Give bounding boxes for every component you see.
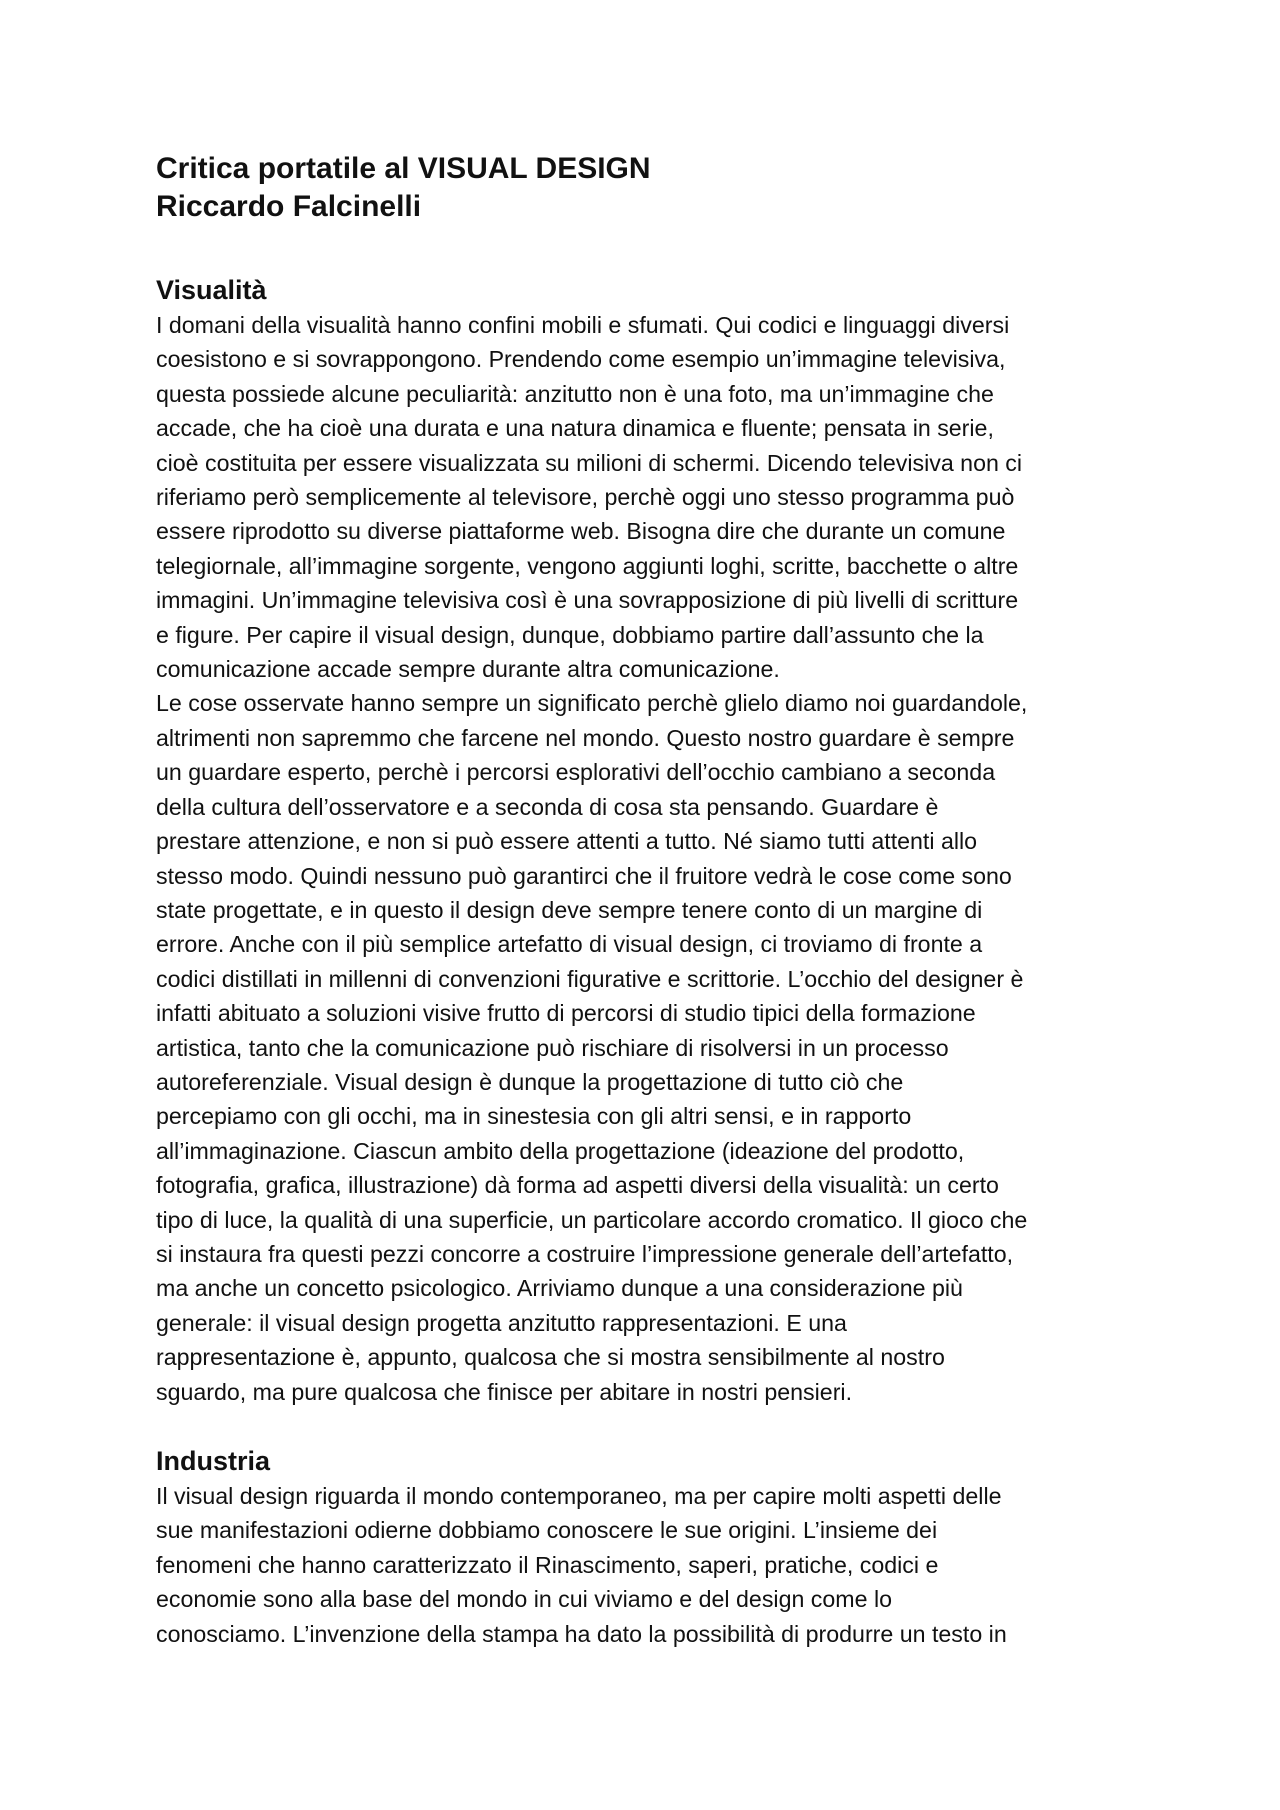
paragraph: Le cose osservate hanno sempre un significato perchè glielo diamo noi guardandole, altrimenti non sapremmo che farcene nel mondo. Questo nostro guardare è sempre un guardare esperto, perchè i percorsi esplorativi dell’occhio cambiano a seconda della cultura dell’osservatore e a seconda di cosa sta pensando. Guardare è prestare attenzione, e non si può essere attenti a tutto. Né siamo tutti attenti allo stesso modo. Quindi nessuno può garantirci che il fruitore vedrà le cose come sono state progettate, e in questo il design deve sempre tenere conto di un margine di errore. Anche con il più semplice artefatto di visual design, ci troviamo di fronte a codici distillati in millenni di convenzioni figurative e scrittorie. L’occhio del designer è infatti abituato a soluzioni visive frutto di percorsi di studio tipici della formazione artistica, tanto che la comunicazione può rischiare di risolversi in un processo autoreferenziale. Visual design è dunque la progettazione di tutto ciò che percepiamo con gli occhi, ma in sinestesia con gli altri sensi, e in rapporto all’immaginazione. Ciascun ambito della progettazione (ideazione del prodotto, fotografia, grafica, illustrazione) dà forma ad aspetti diversi della visualità: un certo tipo di luce, la qualità di una superficie, un particolare accordo cromatico. Il gioco che si instaura fra questi pezzi concorre a costruire l’impressione generale dell’artefatto, ma anche un concetto psicologico. Arriviamo dunque a una considerazione più generale: il visual design progetta anzitutto rappresentazioni. E una rappresentazione è, appunto, qualcosa che si mostra sensibilmente al nostro sguardo, ma pure qualcosa che finisce per abitare in nostri pensieri.	[156, 690, 1028, 1405]
document-title: Critica portatile al VISUAL DESIGN	[156, 152, 651, 185]
section-visualita	[156, 272, 1136, 1409]
section-heading: Visualità	[156, 275, 267, 305]
paragraph: I domani della visualità hanno confini mobili e sfumati. Qui codici e linguaggi diversi coesistono e si sovrappongono. Prendendo come esempio un’immagine televisiva, questa possiede alcune peculiarità: anzitutto non è una foto, ma un’immagine che accade, che ha cioè una durata e una natura dinamica e fluente; pensata in serie, cioè costituita per essere visualizzata su milioni di schermi. Dicendo televisiva non ci riferiamo però semplicemente al televisore, perchè oggi uno stesso programma può essere riprodotto su diverse piattaforme web. Bisogna dire che durante un comune telegiornale, all’immagine sorgente, vengono aggiunti loghi, scritte, bacchette o altre immagini. Un’immagine televisiva così è una sovrapposizione di più livelli di scritture e figure. Per capire il visual design, dunque, dobbiamo partire dall’assunto che la comunicazione accade sempre durante altra comunicazione.	[156, 312, 1023, 683]
document-author: Riccardo Falcinelli	[156, 190, 422, 223]
paragraph: Il visual design riguarda il mondo contemporaneo, ma per capire molti aspetti delle sue manifestazioni odierne dobbiamo conoscere le sue origini. L’insieme dei fenomeni che hanno caratterizzato il Rinascimento, saperi, pratiche, codici e economie sono alla base del mondo in cui viviamo e del design come lo conosciamo. L’invenzione della stampa ha dato la possibilità di produrre un testo in	[156, 1483, 1007, 1647]
section-industria	[156, 1443, 1136, 1651]
document-page	[156, 150, 1136, 1651]
section-heading: Industria	[156, 1446, 271, 1476]
